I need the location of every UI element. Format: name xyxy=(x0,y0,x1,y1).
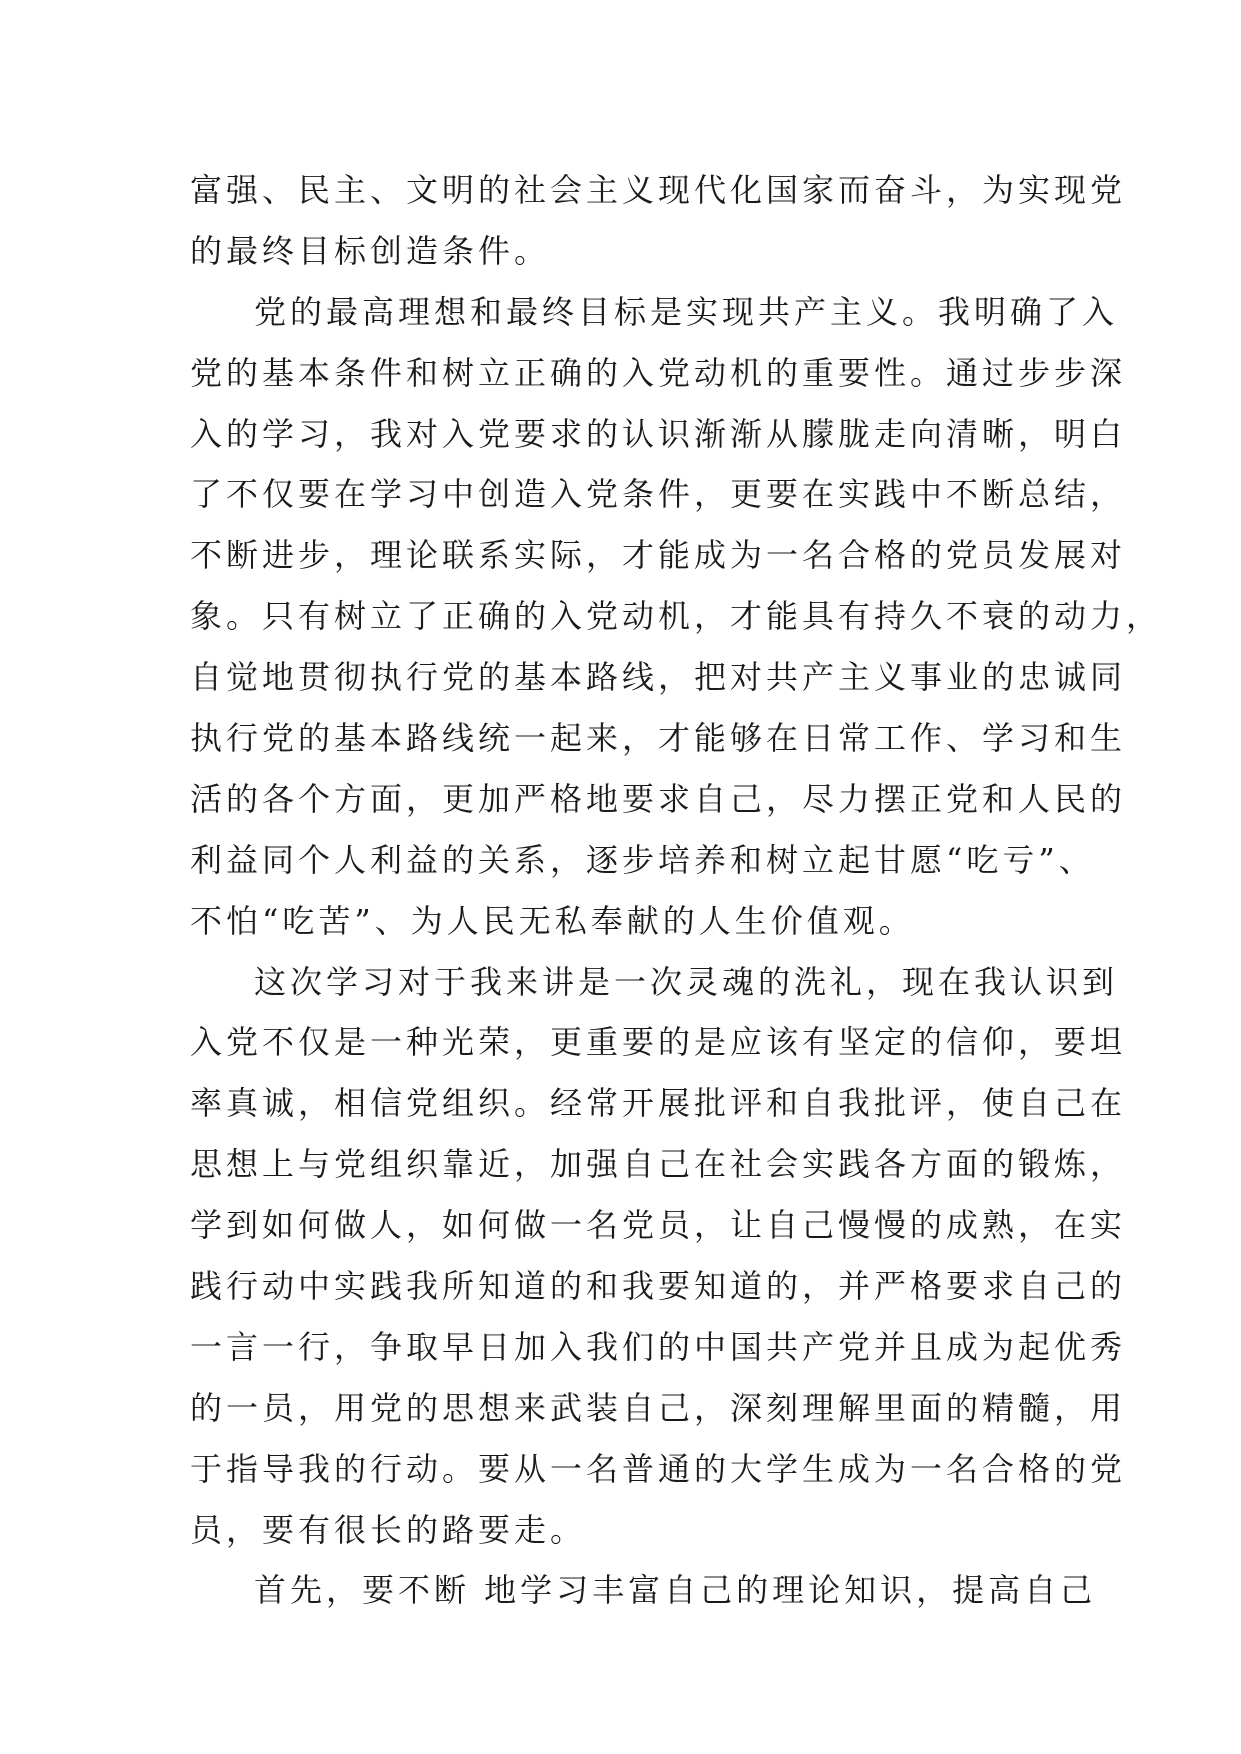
text-line: 不断进步，理论联系实际，才能成为一名合格的党员发展对 xyxy=(190,536,1127,575)
text-line: 员，要有很长的路要走。 xyxy=(190,1510,587,1549)
text-line: 了不仅要在学习中创造入党条件，更要在实践中不断总结， xyxy=(190,475,1127,514)
text-line: 不怕“吃苦”、为人民无私奉献的人生价值观。 xyxy=(190,901,915,940)
text-line: 象。只有树立了正确的入党动机，才能具有持久不衰的动力， xyxy=(190,597,1163,636)
text-line: 执行党的基本路线统一起来，才能够在日常工作、学习和生 xyxy=(190,719,1127,758)
text-line: 入的学习，我对入党要求的认识渐渐从朦胧走向清晰，明白 xyxy=(190,414,1127,453)
text-line: 一言一行，争取早日加入我们的中国共产党并且成为起优秀 xyxy=(190,1327,1127,1366)
text-line: 率真诚，相信党组织。经常开展批评和自我批评，使自己在 xyxy=(190,1084,1127,1123)
text-line: 践行动中实践我所知道的和我要知道的，并严格要求自己的 xyxy=(190,1267,1127,1306)
text-line: 入党不仅是一种光荣，更重要的是应该有坚定的信仰，要坦 xyxy=(190,1023,1127,1062)
text-line: 首先，要不断 地学习丰富自己的理论知识，提高自己 xyxy=(254,1571,1097,1610)
text-line: 党的最高理想和最终目标是实现共产主义。我明确了入 xyxy=(254,292,1119,331)
paragraph xyxy=(190,282,1163,952)
text-line: 党的基本条件和树立正确的入党动机的重要性。通过步步深 xyxy=(190,353,1127,392)
text-line: 的一员，用党的思想来武装自己，深刻理解里面的精髓，用 xyxy=(190,1388,1127,1427)
text-line: 富强、民主、文明的社会主义现代化国家而奋斗，为实现党 xyxy=(190,171,1127,209)
paragraph xyxy=(190,952,1127,1561)
text-line: 学到如何做人，如何做一名党员，让自己慢慢的成熟，在实 xyxy=(190,1206,1127,1245)
text-line: 利益同个人利益的关系，逐步培养和树立起甘愿“吃亏”、 xyxy=(190,840,1095,879)
paragraph xyxy=(190,160,1127,282)
text-line: 的最终目标创造条件。 xyxy=(190,231,551,270)
paragraph xyxy=(190,1560,1097,1621)
text-line: 这次学习对于我来讲是一次灵魂的洗礼，现在我认识到 xyxy=(254,962,1119,1001)
text-line: 自觉地贯彻执行党的基本路线，把对共产主义事业的忠诚同 xyxy=(190,658,1127,697)
document-body xyxy=(190,160,1163,1621)
text-line: 活的各个方面，更加严格地要求自己，尽力摆正党和人民的 xyxy=(190,779,1127,818)
text-line: 思想上与党组织靠近，加强自己在社会实践各方面的锻炼， xyxy=(190,1145,1127,1184)
text-line: 于指导我的行动。要从一名普通的大学生成为一名合格的党 xyxy=(190,1449,1127,1488)
